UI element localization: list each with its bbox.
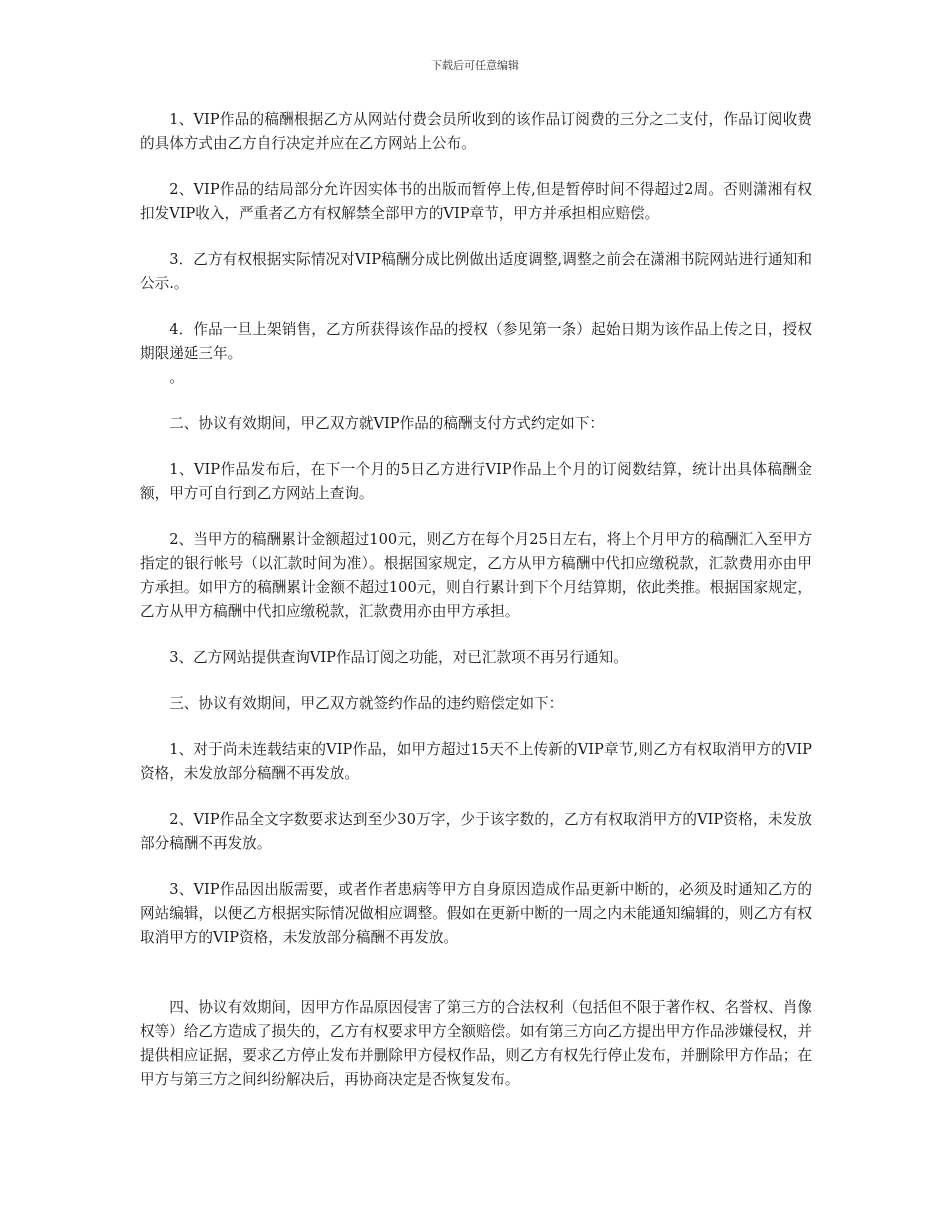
paragraph-authorization-period: 4．作品一旦上架销售，乙方所获得该作品的授权（参见第一条）起始日期为该作品上传之日，授权期限递延三年。: [140, 321, 812, 362]
paragraph-query-function: 3、乙方网站提供查询VIP作品订阅之功能，对已汇款项不再另行通知。: [169, 649, 628, 666]
document-body: [140, 108, 812, 1114]
paragraph-update-requirement: 1、对于尚未连载结束的VIP作品，如甲方超过15天不上传新的VIP章节,则乙方有权取消甲方的VIP资格，未发放部分稿酬不再发放。: [140, 741, 812, 782]
section-three-heading: 三、协议有效期间，甲乙双方就签约作品的违约赔偿定如下：: [169, 695, 564, 712]
paragraph-stray-mark: 。: [169, 369, 184, 386]
paragraph-vip-royalty-rate: 1、VIP作品的稿酬根据乙方从网站付费会员所收到的该作品订阅费的三分之二支付，作品订阅收费的具体方式由乙方自行决定并应在乙方网站上公布。: [140, 111, 812, 152]
section-two-heading: 二、协议有效期间，甲乙双方就VIP作品的稿酬支付方式约定如下：: [169, 415, 604, 432]
paragraph-monthly-settlement: 1、VIP作品发布后，在下一个月的5日乙方进行VIP作品上个月的订阅数结算，统计出具体稿酬金额，甲方可自行到乙方网站上查询。: [140, 461, 812, 502]
paragraph-payment-threshold: 2、当甲方的稿酬累计金额超过100元，则乙方在每个月25日左右，将上个月甲方的稿酬汇入至甲方指定的银行帐号（以汇款时间为准）。根据国家规定，乙方从甲方稿酬中代扣应缴税款，汇款费用亦由甲方承担。如甲方的稿酬累计金额不超过100元，则自行累计到下个月结算期，依此类推。根据国家规定，乙方从甲方稿酬中代扣应缴税款，汇款费用亦由甲方承担。: [140, 531, 812, 620]
page-header: 下载后可任意编辑: [431, 59, 519, 72]
paragraph-word-count: 2、VIP作品全文字数要求达到至少30万字，少于该字数的，乙方有权取消甲方的VIP资格，未发放部分稿酬不再发放。: [140, 811, 812, 852]
paragraph-vip-ending-pause: 2、VIP作品的结局部分允许因实体书的出版而暂停上传,但是暂停时间不得超过2周。否则潇湘有权扣发VIP收入，严重者乙方有权解禁全部甲方的VIP章节，甲方并承担相应赔偿。: [140, 181, 812, 222]
paragraph-royalty-adjustment: 3．乙方有权根据实际情况对VIP稿酬分成比例做出适度调整,调整之前会在潇湘书院网站进行通知和公示.。: [140, 251, 812, 292]
section-four-infringement: 四、协议有效期间，因甲方作品原因侵害了第三方的合法权利（包括但不限于著作权、名誉权、肖像权等）给乙方造成了损失的，乙方有权要求甲方全额赔偿。如有第三方向乙方提出甲方作品涉嫌侵权，并提供相应证据，要求乙方停止发布并删除甲方侵权作品，则乙方有权先行停止发布，并删除甲方作品；在甲方与第三方之间纠纷解决后，再协商决定是否恢复发布。: [140, 999, 812, 1088]
paragraph-update-interruption: 3、VIP作品因出版需要，或者作者患病等甲方自身原因造成作品更新中断的，必须及时通知乙方的网站编辑，以便乙方根据实际情况做相应调整。假如在更新中断的一周之内未能通知编辑的，则乙方有权取消甲方的VIP资格，未发放部分稿酬不再发放。: [140, 881, 812, 946]
